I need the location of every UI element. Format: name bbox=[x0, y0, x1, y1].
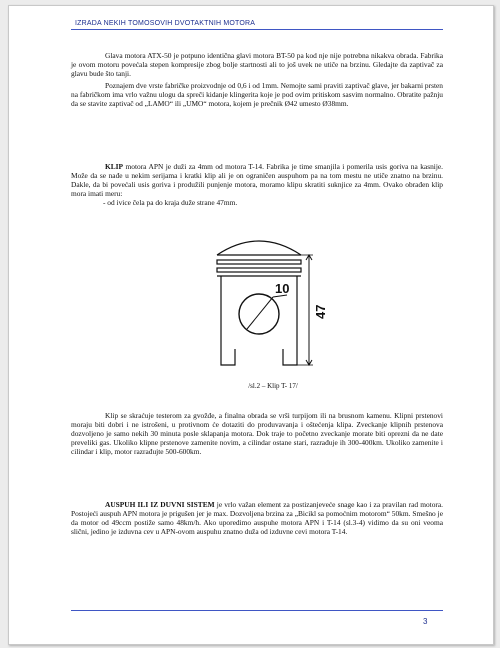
paragraph-piston-rings bbox=[71, 411, 443, 456]
ring-groove-1 bbox=[217, 260, 301, 264]
pin-diameter-line bbox=[247, 297, 273, 329]
header-rule bbox=[71, 29, 443, 30]
dim-horizontal-label: 10 bbox=[275, 281, 290, 296]
paragraph-cylinder-head bbox=[71, 51, 443, 78]
paragraph-text: motora APN je duži za 4mm od motora T-14. Fabrika je time smanjila i pomerila usis goriva na kasnije. Može da se nađe u nekim serijama i kratki klip ali je on ograničen auspuhom pa na tom mestu ne utiče znatno na brzinu. Dakle, da bi povećali usis goriva i produžili punjenje motora, moramo klipu skratiti suknjice za 4mm. Ovako obrađen klip mora imati meru: bbox=[71, 162, 443, 198]
dim-vertical-label: 47 bbox=[313, 304, 328, 319]
figure-caption: /sl.2 – Klip T- 17/ bbox=[248, 382, 298, 390]
footer-rule bbox=[71, 610, 443, 611]
paragraph-text: Klip se skraćuje testerom za gvožđe, a finalna obrada se vrši turpijom ili na brusnom kamenu. Klipni prstenovi moraju biti dobri i ne istrošeni, u protivnom će dotaziti do produvavanja i oštećenja klipa. Zveckanje klipnih prstenova dozvoljeno je samo nekih 30 minuta posle sklapanja motora. Dok traje to početno zveckanje morate biti oprezni da ne date preveliki gas. Ukoliko klipne prstenove zamenite novim, a cilindar ostane stari, razrađuje ih 300-400km. Ukoliko zamenite i cilindar i klip, motor razrađujte 500-600km. bbox=[71, 411, 443, 456]
piston-crown bbox=[217, 241, 301, 255]
paragraph-text: je vrlo važan element za postizanjeveće snage kao i za pravilan rad motora. Postojeći auspuh APN motora je prigušen jer je max. Dozvoljena brzina za „Bicikl sa pomoćnim motorom“ 50km. Smešno je da motor od 49ccm postiže samo 48km/h. Ako uporedimo auspuhe motora APN i T-14 (sl.3-4) vidimo da su oni veoma slični, jedino je izduvna cev u APN-ovom auspuhu znatno duža od izduvne cevi motora T-14. bbox=[71, 500, 443, 536]
page-number: 3 bbox=[423, 617, 428, 626]
paragraph-text: Poznajem dve vrste fabričke proizvodnje od 0,6 i od 1mm. Nemojte sami praviti zaptivač glave, jer bakarni prsten na fabričkom ima vrlo važnu ulogu da spreči kidanje klingerita koje je pod ovim pritiskom sasvim normalno. Obratite pažnju da se stavite zaptivač od „LAMO“ ili „UMO“ motora, kojem je prečnik Ø42 umesto Ø38mm. bbox=[71, 81, 443, 108]
paragraph-exhaust bbox=[71, 500, 443, 536]
document-page bbox=[8, 5, 494, 645]
paragraph-head-gasket bbox=[71, 81, 443, 108]
piston-figure bbox=[189, 229, 349, 389]
paragraph-text: Glava motora ATX-50 je potpuno identična glavi motora BT-50 pa kod nje nije potrebna nikakva obrada. Fabrika je ovom motoru povećala stepen kompresije zbog bolje startnosti ali to još uvek ne utiče na brzinu. Gledajte da zaptivač za glavu bude što tanji. bbox=[71, 51, 443, 78]
paragraph-lead: KLIP bbox=[105, 162, 124, 171]
running-header: IZRADA NEKIH TOMOSOVIH DVOTAKTNIH MOTORA bbox=[75, 20, 256, 27]
list-item: - od ivice čela pa do kraja duže strane 47mm. bbox=[103, 198, 238, 207]
ring-groove-2 bbox=[217, 268, 301, 272]
piston-skirt bbox=[221, 345, 297, 365]
paragraph-piston bbox=[71, 162, 443, 207]
paragraph-lead: AUSPUH ILI IZ DUVNI SISTEM bbox=[105, 500, 215, 509]
piston-drawing bbox=[189, 229, 349, 389]
